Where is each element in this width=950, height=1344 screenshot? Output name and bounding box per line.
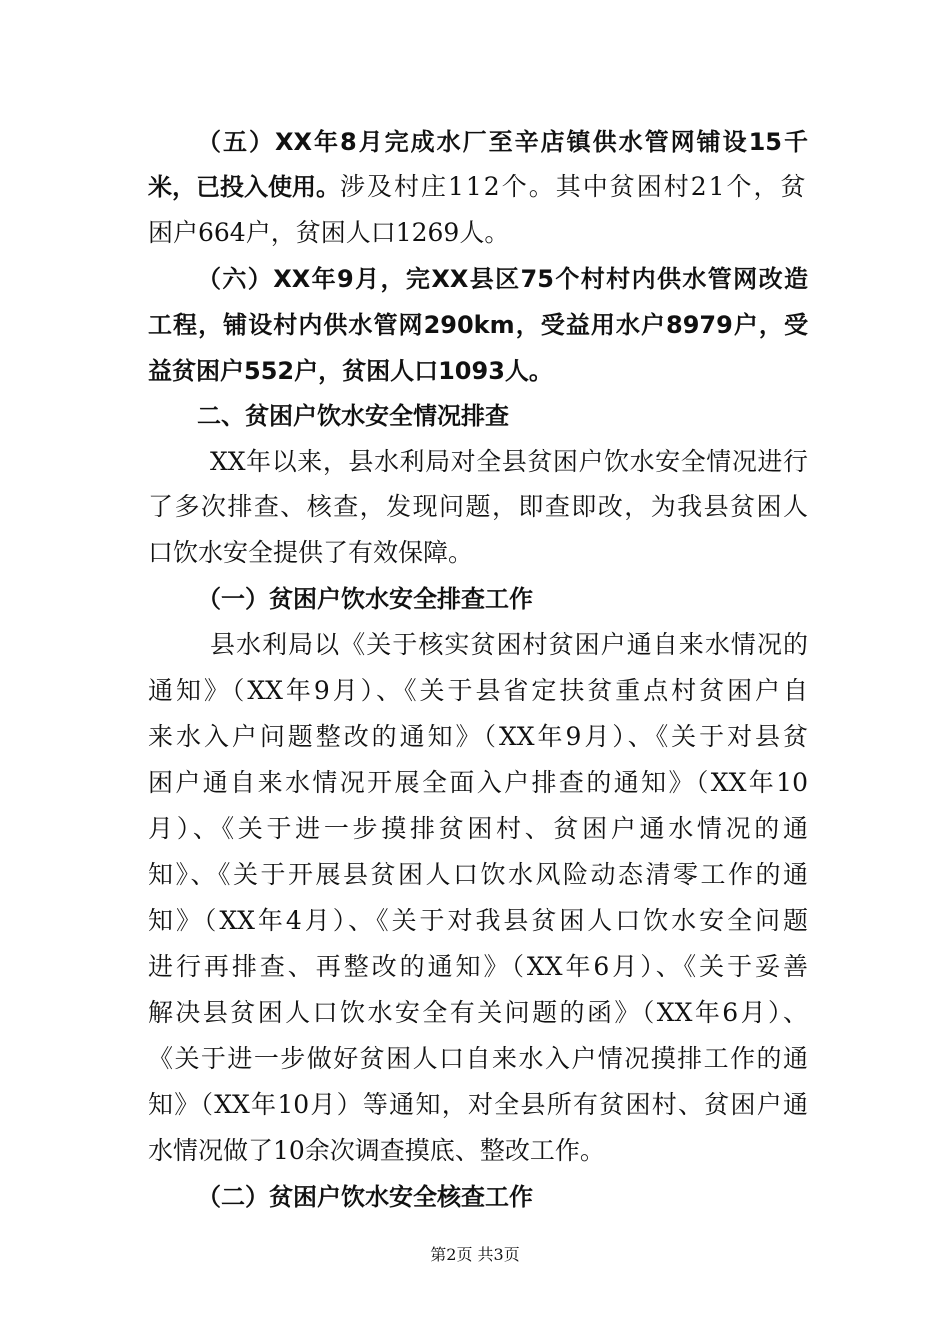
subsection1-line-3: 来水入户问题整改的通知》（XX年9月）、《关于对县贫 <box>148 722 808 751</box>
para5-line-3: 困户664户，贫困人口1269人。 <box>148 218 510 247</box>
para5-line-2-bold: 米，已投入使用。 <box>148 173 340 201</box>
section2-intro-line-3: 口饮水安全提供了有效保障。 <box>148 538 474 567</box>
subsection1-line-2: 通知》（XX年9月）、《关于县省定扶贫重点村贫困户自 <box>148 676 808 705</box>
subsection1-line-9: 解决县贫困人口饮水安全有关问题的函》（XX年6月）、 <box>148 998 808 1027</box>
para6-line-1: （六）XX年9月，完XX县区75个村村内供水管网改造 <box>197 265 808 293</box>
section2-heading: 二、贫困户饮水安全情况排查 <box>197 402 509 430</box>
subsection1-line-1: 县水利局以《关于核实贫困村贫困户通自来水情况的 <box>210 630 808 659</box>
subsection1-line-10: 《关于进一步做好贫困人口自来水入户情况摸排工作的通 <box>148 1044 808 1073</box>
subsection1-line-11: 知》（XX年10月）等通知，对全县所有贫困村、贫困户通 <box>148 1090 808 1119</box>
subsection1-line-12: 水情况做了10余次调查摸底、整改工作。 <box>148 1136 605 1165</box>
page-footer: 第2页 共3页 <box>430 1245 520 1264</box>
subsection1-heading: （一）贫困户饮水安全排查工作 <box>197 585 533 613</box>
subsection1-line-5: 月）、《关于进一步摸排贫困村、贫困户通水情况的通 <box>148 814 808 843</box>
subsection1-line-7: 知》（XX年4月）、《关于对我县贫困人口饮水安全问题 <box>148 906 808 935</box>
section2-intro-line-2: 了多次排查、核查，发现问题，即查即改，为我县贫困人 <box>148 492 808 521</box>
subsection1-line-6: 知》、《关于开展县贫困人口饮水风险动态清零工作的通 <box>148 860 808 889</box>
subsection1-line-8: 进行再排查、再整改的通知》（XX年6月）、《关于妥善 <box>148 952 808 981</box>
para6-line-3: 益贫困户552户，贫困人口1093人。 <box>148 357 553 385</box>
subsection2-heading: （二）贫困户饮水安全核查工作 <box>197 1183 533 1211</box>
para5-line-1: （五）XX年8月完成水厂至辛店镇供水管网铺设15千 <box>197 128 808 156</box>
para6-line-2: 工程，铺设村内供水管网290km，受益用水户8979户，受 <box>148 311 808 339</box>
para5-line-2-rest: 涉及村庄112个。其中贫困村21个，贫 <box>340 172 808 201</box>
subsection1-line-4: 困户通自来水情况开展全面入户排查的通知》（XX年10 <box>148 768 808 797</box>
section2-intro-line-1: XX年以来，县水利局对全县贫困户饮水安全情况进行 <box>210 447 808 476</box>
para5-line-2 <box>148 172 808 202</box>
